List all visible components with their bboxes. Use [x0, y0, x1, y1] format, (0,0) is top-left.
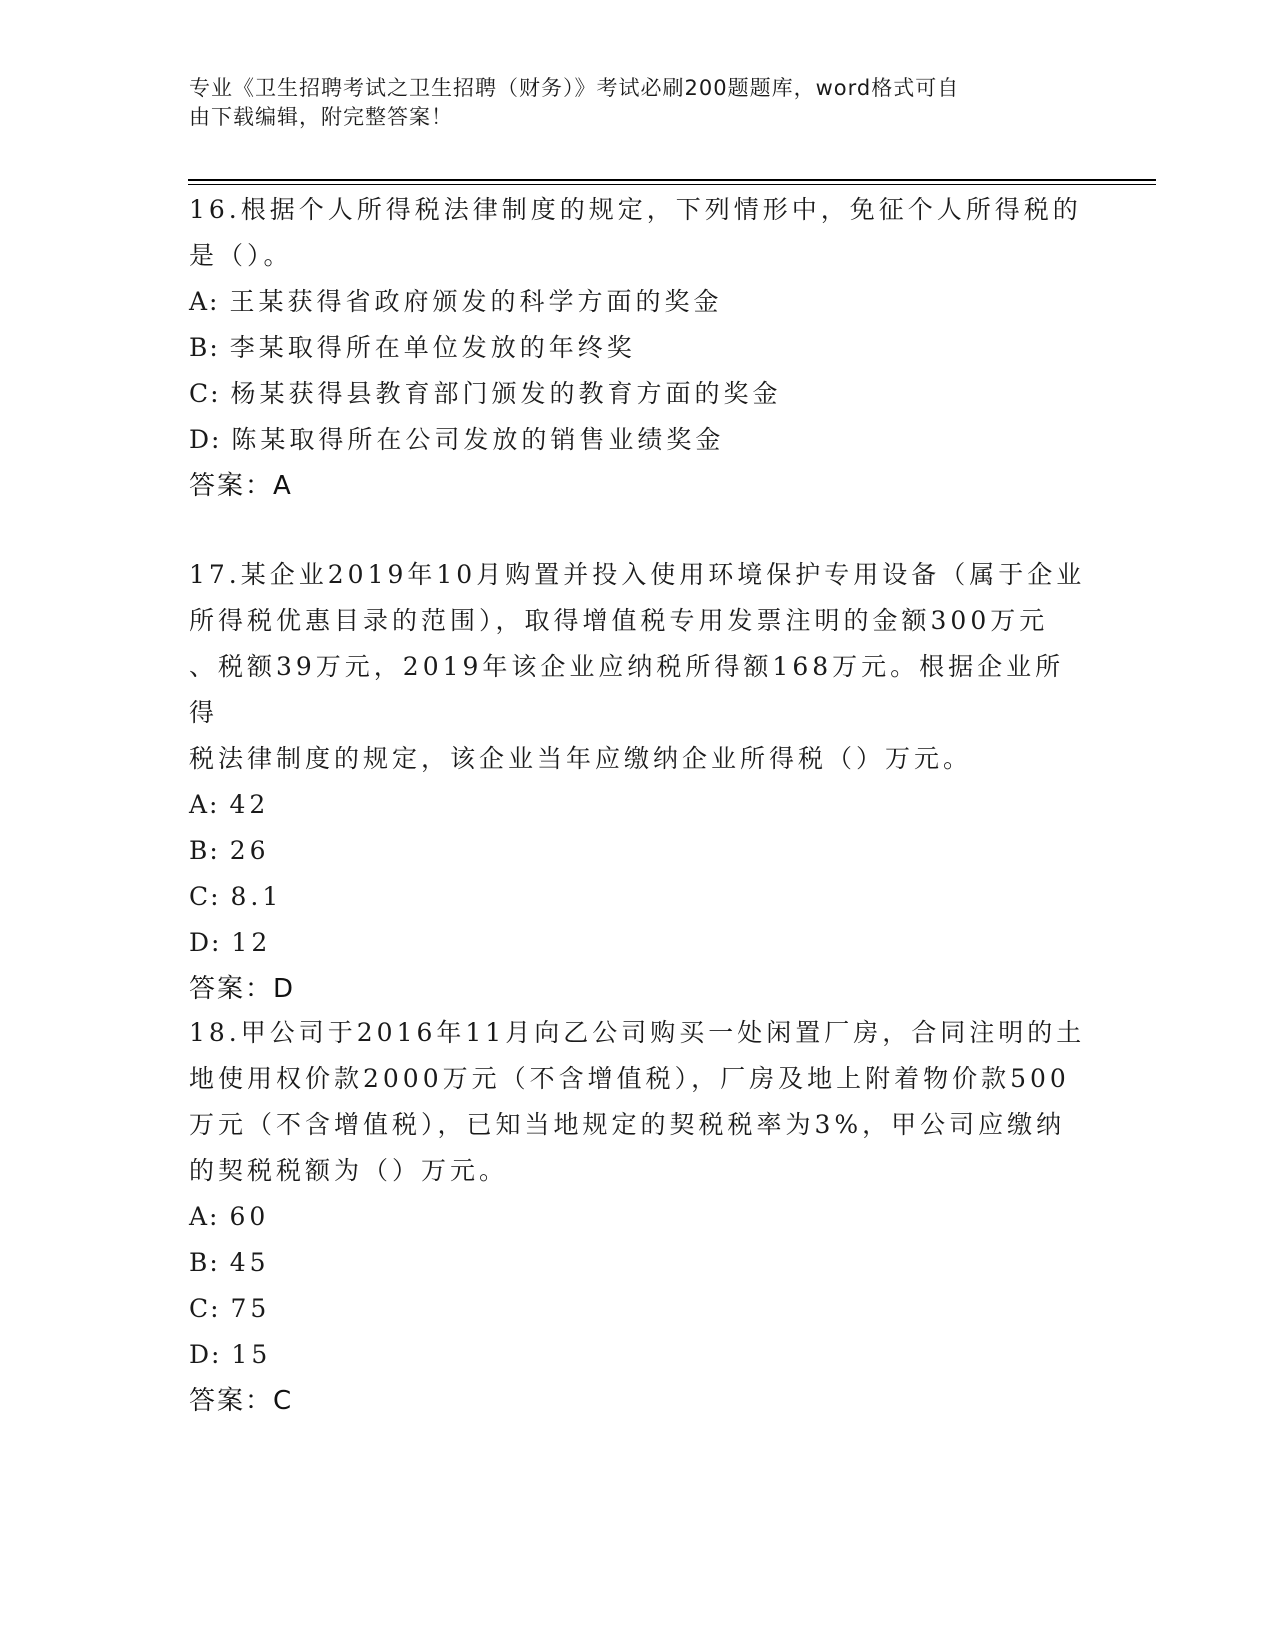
question-stem [189, 552, 1089, 782]
option-letter: B: [189, 836, 220, 865]
option-b [189, 1240, 1089, 1286]
option-text: 75 [230, 1294, 271, 1323]
option-letter: A: [189, 287, 220, 316]
option-text: 12 [231, 928, 272, 957]
document-header [189, 74, 1089, 132]
option-letter: D: [189, 1340, 222, 1369]
answer-value: A [273, 471, 291, 501]
option-c [189, 874, 1089, 920]
answer-line [189, 966, 1089, 1012]
option-c [189, 371, 1089, 417]
option-letter: C: [189, 1294, 221, 1323]
stem-line: 所得税优惠目录的范围），取得增值税专用发票注明的金额300万元 [189, 606, 1049, 635]
option-b [189, 828, 1089, 874]
stem-line: 、税额39万元，2019年该企业应纳税所得额168万元。根据企业所得 [189, 652, 1065, 727]
answer-line [189, 1378, 1089, 1424]
question-stem [189, 1010, 1089, 1194]
question-17 [189, 552, 1089, 1012]
option-text: 陈某取得所在公司发放的销售业绩奖金 [231, 425, 725, 454]
option-letter: C: [189, 882, 221, 911]
option-a [189, 782, 1089, 828]
stem-line: 万元（不含增值税），已知当地规定的契税税率为3%，甲公司应缴纳 [189, 1110, 1066, 1139]
answer-line [189, 463, 1089, 509]
question-18 [189, 1010, 1089, 1424]
option-letter: B: [189, 333, 220, 362]
option-text: 15 [231, 1340, 272, 1369]
stem-line: 17.某企业2019年10月购置并投入使用环境保护专用设备（属于企业 [189, 560, 1086, 589]
option-text: 杨某获得县教育部门颁发的教育方面的奖金 [230, 379, 782, 408]
stem-line: 税法律制度的规定，该企业当年应缴纳企业所得税（）万元。 [189, 744, 973, 773]
header-rule-thin [188, 184, 1156, 185]
option-text: 8.1 [230, 882, 283, 911]
answer-value: C [273, 1386, 292, 1416]
stem-line: 16.根据个人所得税法律制度的规定，下列情形中，免征个人所得税的 [189, 195, 1082, 224]
option-d [189, 920, 1089, 966]
option-letter: D: [189, 928, 222, 957]
option-letter: D: [189, 425, 222, 454]
option-c [189, 1286, 1089, 1332]
answer-label: 答案： [189, 974, 274, 1004]
option-d [189, 1332, 1089, 1378]
option-letter: C: [189, 379, 221, 408]
header-line-1: 专业《卫生招聘考试之卫生招聘（财务）》考试必刷200题题库，word格式可自 [189, 76, 960, 100]
option-letter: A: [189, 790, 220, 819]
stem-line: 18.甲公司于2016年11月向乙公司购买一处闲置厂房，合同注明的土 [189, 1018, 1086, 1047]
option-letter: B: [189, 1248, 220, 1277]
stem-line: 地使用权价款2000万元（不含增值税），厂房及地上附着物价款500 [189, 1064, 1070, 1093]
question-stem [189, 187, 1089, 279]
option-text: 45 [229, 1248, 270, 1277]
answer-label: 答案： [189, 471, 274, 501]
option-text: 60 [229, 1202, 270, 1231]
answer-value: D [273, 974, 294, 1004]
option-a [189, 1194, 1089, 1240]
header-line-2: 由下载编辑，附完整答案！ [189, 105, 453, 129]
stem-line: 是（）。 [189, 241, 293, 270]
answer-label: 答案： [189, 1386, 274, 1416]
option-text: 26 [229, 836, 270, 865]
question-16 [189, 187, 1089, 509]
header-rule-thick [188, 179, 1156, 181]
option-text: 王某获得省政府颁发的科学方面的奖金 [229, 287, 723, 316]
option-letter: A: [189, 1202, 220, 1231]
option-b [189, 325, 1089, 371]
stem-line: 的契税税额为（）万元。 [189, 1156, 509, 1185]
option-d [189, 417, 1089, 463]
option-text: 李某取得所在单位发放的年终奖 [229, 333, 636, 362]
option-text: 42 [229, 790, 270, 819]
option-a [189, 279, 1089, 325]
